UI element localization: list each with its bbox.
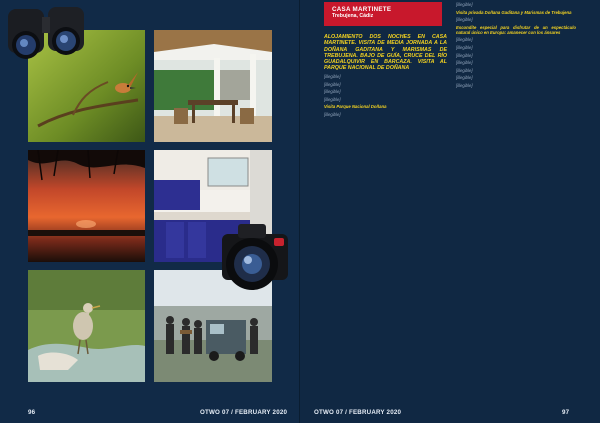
itinerary-item: [illegible] bbox=[456, 37, 473, 43]
binoculars-image bbox=[4, 3, 92, 63]
section-location: Trebujena, Cádiz bbox=[332, 13, 374, 19]
left-footer-page-number: 96 bbox=[28, 409, 36, 416]
column-1 bbox=[324, 34, 447, 119]
camera-image bbox=[214, 216, 300, 298]
itinerary-item: [illegible] bbox=[456, 75, 473, 81]
col1-paragraph: [illegible] bbox=[324, 89, 341, 95]
col2-opening: [illegible] bbox=[456, 2, 473, 7]
col1-paragraph: [illegible] bbox=[324, 73, 341, 79]
col1-subhead: Visita Parque Nacional Doñana bbox=[324, 104, 387, 110]
itinerary-item: [illegible] bbox=[456, 60, 473, 66]
itinerary-item: [illegible] bbox=[456, 67, 473, 73]
photo-terrace bbox=[154, 30, 272, 142]
column-2 bbox=[456, 2, 576, 90]
col2-subhead-2: Escondite especial para disfrutar de un espectáculo natural único en Europa: amanecer con los ánsares bbox=[456, 24, 576, 35]
right-footer-magazine: OTWO 07 / FEBRUARY 2020 bbox=[314, 409, 402, 416]
itinerary-item: [illegible] bbox=[456, 52, 473, 58]
col1-paragraph: [illegible] bbox=[324, 96, 341, 102]
photo-sunset bbox=[28, 150, 145, 262]
section-title: CASA MARTINETE bbox=[332, 6, 392, 13]
col1-paragraph: [illegible] bbox=[324, 81, 341, 87]
left-footer-magazine: OTWO 07 / FEBRUARY 2020 bbox=[200, 409, 288, 416]
article-lead: ALOJAMIENTO DOS NOCHES EN CASA MARTINETE. VISITA DE MEDIA JORNADA A LA DOÑANA GADITANA Y MARISMAS DE TREBUJENA. BAJO DE GUÍA, CRUCE DEL RÍO GUADALQUIVIR EN BARCAZA. VISITA AL PARQUE NACIONAL DE DOÑANA bbox=[324, 34, 447, 72]
itinerary-item: [illegible] bbox=[456, 45, 473, 50]
col2-subhead-1: Visita privada Doñana Gaditana y Marismas de Trebujena bbox=[456, 9, 572, 15]
photo-heron bbox=[28, 270, 145, 382]
col1-after-subhead: [illegible] bbox=[324, 111, 341, 117]
right-footer-page-number: 97 bbox=[562, 409, 570, 416]
col2-paragraph: [illegible] bbox=[456, 17, 473, 23]
col2-closing: [illegible] bbox=[456, 82, 473, 88]
section-header bbox=[324, 2, 442, 26]
right-page bbox=[300, 0, 600, 423]
